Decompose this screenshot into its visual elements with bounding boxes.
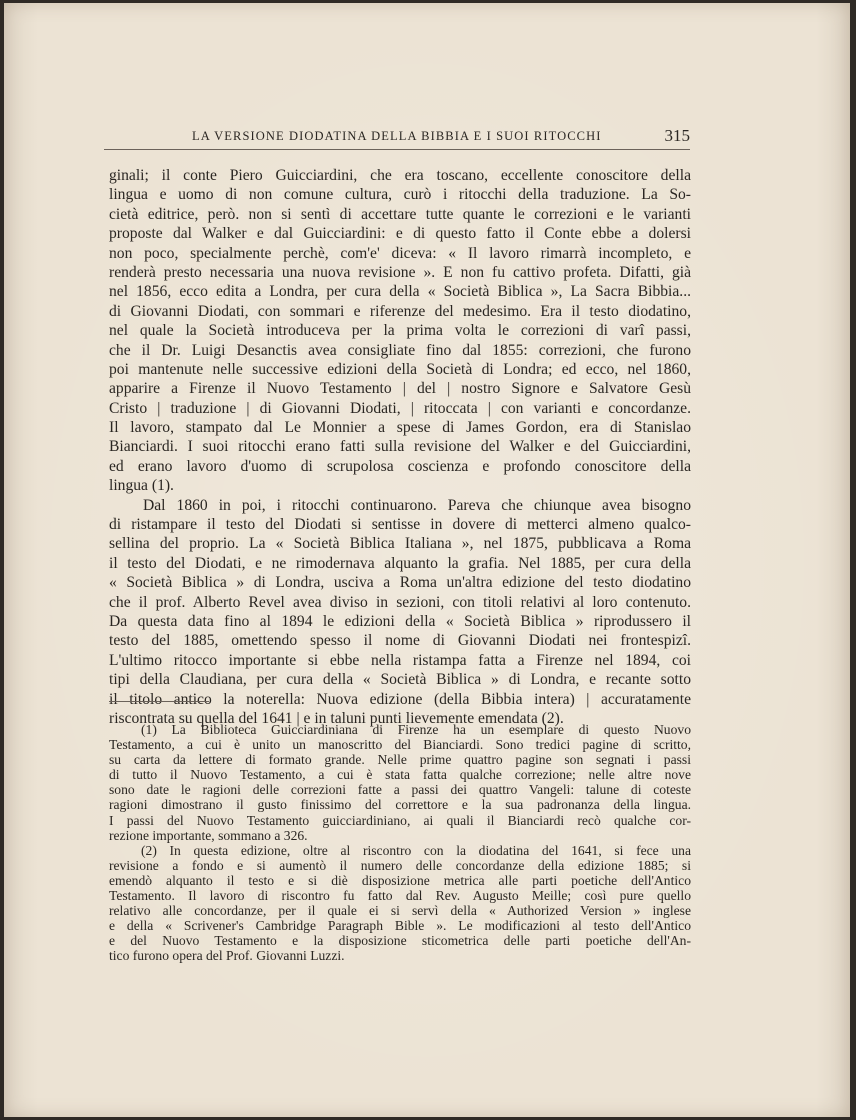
footnote-line: su carta da lettere di formato grande. Nelle prime quattro pagine son segnati i passi [109,752,691,768]
body-line: che il prof. Alberto Revel avea diviso in sezioni, con titoli relativi al loro contenuto. [109,593,691,611]
body-line: non poco, specialmente perchè, com'e' diceva: « Il lavoro rimarrà incompleto, e [109,244,691,262]
body-line: L'ultimo ritocco importante si ebbe nella ristampa fatta a Firenze nel 1894, coi [109,651,691,669]
body-line: ed erano lavoro d'uomo di scrupolosa coscienza e profondo conoscitore della [109,457,691,475]
body-line: nel 1856, ecco edita a Londra, per cura della « Società Biblica », La Sacra Bibbia... [109,283,691,301]
body-line: apparire a Firenze il Nuovo Testamento | del | nostro Signore e Salvatore Gesù [109,380,691,398]
footnote-divider [109,701,209,702]
body-line: testo del 1885, omettendo spesso il nome di Giovanni Diodati nei frontespizî. [109,632,691,650]
footnote-line: ragioni dimostrano il gusto finissimo del correttore e la sua padronanza della lingua. [109,797,691,813]
body-text [109,166,691,728]
body-line: renderà presto necessaria una nuova revisione ». E non fu cattivo profeta. Difatti, già [109,263,691,281]
footnote-line: (2) In questa edizione, oltre al riscontro con la diodatina del 1641, si fece una [141,842,691,858]
body-line: di Giovanni Diodati, con sommari e riferenze del medesimo. Era il testo diodatino, [109,302,691,320]
book-page [4,3,850,1117]
body-line: cietà editrice, però. non si sentì di accettare tutte quante le correzioni e le varianti [109,205,691,223]
footnote-line: Testamento, a cui è unito un manoscritto del Bianciardi. Sono tredici pagine di scritto, [109,737,691,753]
body-line: lingua (1). [109,477,174,495]
footnote-line: e della « Scrivener's Cambridge Paragraph Bible ». Le modificazioni al testo dell'Antico [109,918,691,934]
body-line: Cristo | traduzione | di Giovanni Diodati, | ritoccata | con varianti e concordanze. [109,399,691,417]
body-line: ginali; il conte Piero Guicciardini, che era toscano, eccellente conoscitore della [109,167,691,184]
footnotes [109,722,691,964]
body-line: proposte dal Walker e dal Guicciardini: e di questo fatto il Conte ebbe a dolersi [109,225,691,243]
footnote-line: relativo alle concordanze, per il quale ei si servì della « Authorized Version » inglese [109,903,691,919]
page-header [104,127,690,150]
footnote-line: (1) La Biblioteca Guicciardiniana di Firenze ha un esemplare di questo Nuovo [141,722,691,737]
footnote-line: Testamento. Il lavoro di riscontro fu fatto dal Rev. Augusto Meille; così pure quello [109,888,691,904]
body-line: che il Dr. Luigi Desanctis avea consigliate fino dal 1855: correzioni, che furono [109,341,691,359]
footnote-line: di tutto il Nuovo Testamento, a cui è stata fatta qualche correzione; nelle altre nove [109,767,691,783]
body-line: tipi della Claudiana, per cura della « Società Biblica » di Londra, e recante sotto [109,671,691,689]
footnote-line: revisione a fondo e si aumentò il numero delle concordanze della edizione 1885; si [109,857,691,873]
body-line: Bianciardi. I suoi ritocchi erano fatti sulla revisione del Walker e del Guicciardini, [109,438,691,456]
body-line: poi mantenute nelle successive edizioni della Società di Londra; ed ecco, nel 1860, [109,360,691,378]
footnote-line: sono date le ragioni delle correzioni fatte a passi dei quattro Vangeli: talune di coteste [109,782,691,798]
body-line: il testo del Diodati, e ne rimodernava alquanto la grafia. Nel 1885, per cura della [109,554,691,572]
body-line: riscontrata su quella del 1641 | e in taluni punti lievemente emendata (2). [109,709,564,727]
body-line: sellina del proprio. La « Società Biblica Italiana », nel 1875, pubblicava a Roma [109,535,691,553]
body-line: nel quale la Società introduceva per la prima volta le correzioni di varî passi, [109,322,691,340]
body-line: Il lavoro, stampato dal Le Monnier a spese di James Gordon, era di Stanislao [109,419,691,437]
running-head: LA VERSIONE DIODATINA DELLA BIBBIA E I SUOI RITOCCHI [192,129,602,143]
body-line: « Società Biblica » di Londra, usciva a Roma un'altra edizione del testo diodatino [109,574,691,592]
footnote-line: I passi del Nuovo Testamento guicciardiniano, ai quali il Bianciardi recò qualche cor- [109,812,691,828]
footnote-line: tico furono opera del Prof. Giovanni Luzzi. [109,948,345,964]
body-line: il titolo antico la noterella: Nuova edizione (della Bibbia intera) | accuratamente [109,690,691,708]
body-line: di ristampare il testo del Diodati si sentisse in dovere di metterci almeno qualco- [109,516,691,534]
body-line: Dal 1860 in poi, i ritocchi continuarono. Pareva che chiunque avea bisogno [143,496,691,514]
footnote-line: e del Nuovo Testamento e la disposizione sticometrica delle parti poetiche dell'An- [109,933,691,949]
page-number: 315 [664,126,690,145]
footnote-line: emendò alquanto il testo e si diè disposizione metrica alle parti poetiche dell'Antico [109,872,691,888]
footnote-line: rezione importante, sommano a 326. [109,827,308,843]
body-line: lingua e uomo di non comune cultura, curò i ritocchi della traduzione. La So- [109,186,691,204]
body-line: Da questa data fino al 1894 le edizioni della « Società Biblica » riprodussero il [109,612,691,630]
